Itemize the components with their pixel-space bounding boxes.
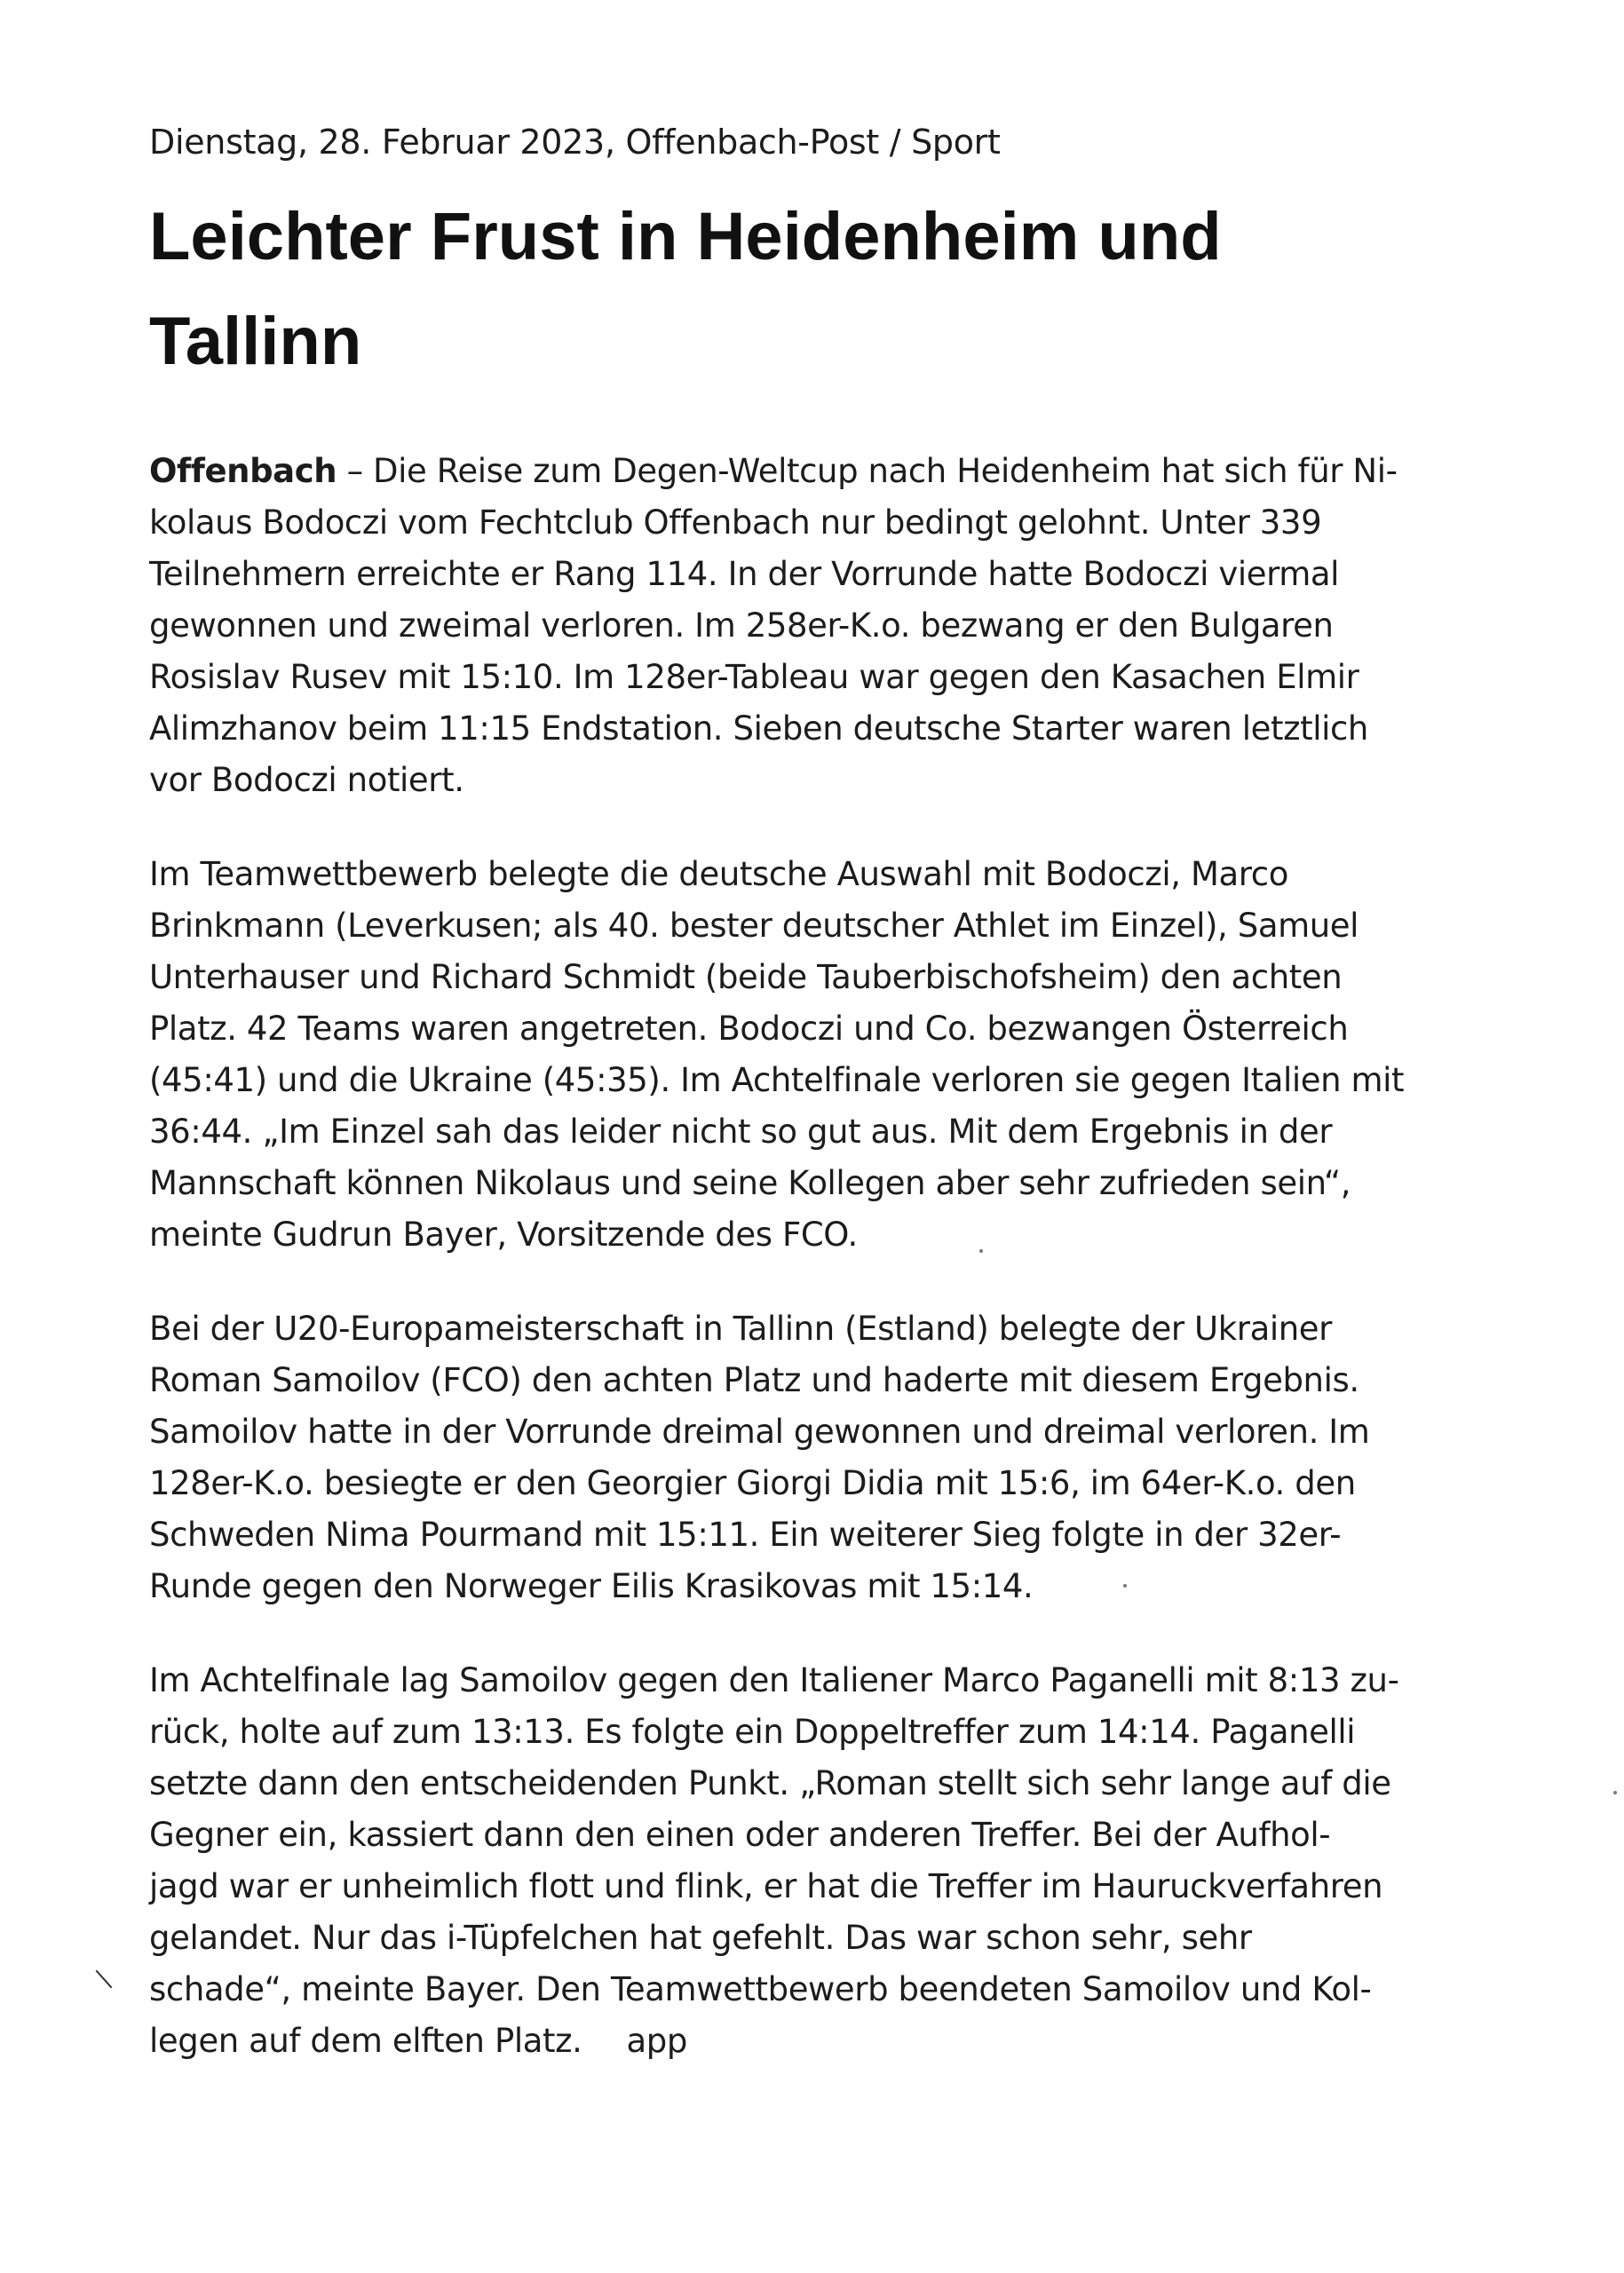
author-signature: app (626, 2022, 687, 2060)
paragraph-line: kolaus Bodoczi vom Fechtclub Offenbach nur bedingt gelohnt. Unter 339 (149, 503, 1322, 542)
paragraph-line: Bei der U20-Europameisterschaft in Tallinn (Estland) belegte der Ukrainer (149, 1310, 1332, 1348)
paragraph-line: Teilnehmern erreichte er Rang 114. In der Vorrunde hatte Bodoczi viermal (149, 555, 1340, 593)
paragraph-line: gelandet. Nur das i-Tüpfelchen hat gefehlt. Das war schon sehr, sehr (149, 1919, 1252, 1957)
paragraph-line: jagd war er unheimlich flott und flink, er hat die Treffer im Hauruckverfahren (149, 1867, 1383, 1905)
paragraph-line: Platz. 42 Teams waren angetreten. Bodoczi und Co. bezwangen Österreich (149, 1010, 1349, 1048)
paragraph-line: Samoilov hatte in der Vorrunde dreimal gewonnen und dreimal verloren. Im (149, 1413, 1370, 1451)
scan-speck (979, 1249, 983, 1253)
paragraph-line: vor Bodoczi notiert. (149, 761, 464, 799)
paragraph-line: Runde gegen den Norweger Eilis Krasikovas mit 15:14. (149, 1567, 1034, 1605)
scan-speck (1613, 1791, 1617, 1794)
paragraph-line: Schweden Nima Pourmand mit 15:11. Ein weiterer Sieg folgte in der 32er- (149, 1516, 1342, 1554)
paragraph-line: meinte Gudrun Bayer, Vorsitzende des FCO. (149, 1216, 858, 1254)
dateline: Dienstag, 28. Februar 2023, Offenbach-Post / Sport (149, 123, 1001, 162)
paragraph-line: Gegner ein, kassiert dann den einen oder anderen Treffer. Bei der Aufhol- (149, 1816, 1331, 1854)
paragraph-1 (149, 446, 1481, 806)
lead-place: Offenbach (149, 452, 337, 490)
paragraph-line: (45:41) und die Ukraine (45:35). Im Achtelfinale verloren sie gegen Italien mit (149, 1061, 1405, 1099)
article-page (149, 115, 1481, 2110)
paragraph-line: Im Teamwettbewerb belegte die deutsche Auswahl mit Bodoczi, Marco (149, 855, 1288, 893)
paragraph-line: 36:44. „Im Einzel sah das leider nicht so gut aus. Mit dem Ergebnis in der (149, 1113, 1333, 1151)
paragraph-line: Im Achtelfinale lag Samoilov gegen den Italiener Marco Paganelli mit 8:13 zu- (149, 1661, 1399, 1699)
paragraph-line: Roman Samoilov (FCO) den achten Platz und haderte mit diesem Ergebnis. (149, 1361, 1359, 1399)
scan-speck (1123, 1584, 1127, 1588)
paragraph-line: schade“, meinte Bayer. Den Teamwettbewerb beendeten Samoilov und Kol- (149, 1970, 1372, 2008)
scan-pen-mark (96, 1970, 113, 1989)
paragraph-line: rück, holte auf zum 13:13. Es folgte ein Doppeltreffer zum 14:14. Paganelli (149, 1713, 1356, 1751)
article-body (149, 446, 1481, 2067)
paragraph-line: Alimzhanov beim 11:15 Endstation. Sieben deutsche Starter waren letztlich (149, 709, 1368, 748)
paragraph-4 (149, 1655, 1481, 2067)
paragraph-line: Unterhauser und Richard Schmidt (beide Tauberbischofsheim) den achten (149, 958, 1343, 996)
headline: Leichter Frust in Heidenheim und Tallinn (149, 199, 1222, 379)
paragraph-line: legen auf dem elften Platz. app (149, 2016, 1481, 2067)
paragraph-line: Brinkmann (Leverkusen; als 40. bester deutscher Athlet im Einzel), Samuel (149, 907, 1359, 945)
paragraph-3 (149, 1303, 1481, 1612)
paragraph-line: Mannschaft können Nikolaus und seine Kollegen aber sehr zufrieden sein“, (149, 1164, 1351, 1202)
paragraph-2 (149, 849, 1481, 1261)
paragraph-line: 128er-K.o. besiegte er den Georgier Giorgi Didia mit 15:6, im 64er-K.o. den (149, 1464, 1356, 1502)
paragraph-line: Offenbach – Die Reise zum Degen-Weltcup nach Heidenheim hat sich für Ni- (149, 452, 1398, 490)
paragraph-line: Rosislav Rusev mit 15:10. Im 128er-Tableau war gegen den Kasachen Elmir (149, 658, 1359, 696)
paragraph-line: gewonnen und zweimal verloren. Im 258er-K.o. bezwang er den Bulgaren (149, 606, 1334, 645)
paragraph-line: setzte dann den entscheidenden Punkt. „Roman stellt sich sehr lange auf die (149, 1764, 1391, 1802)
